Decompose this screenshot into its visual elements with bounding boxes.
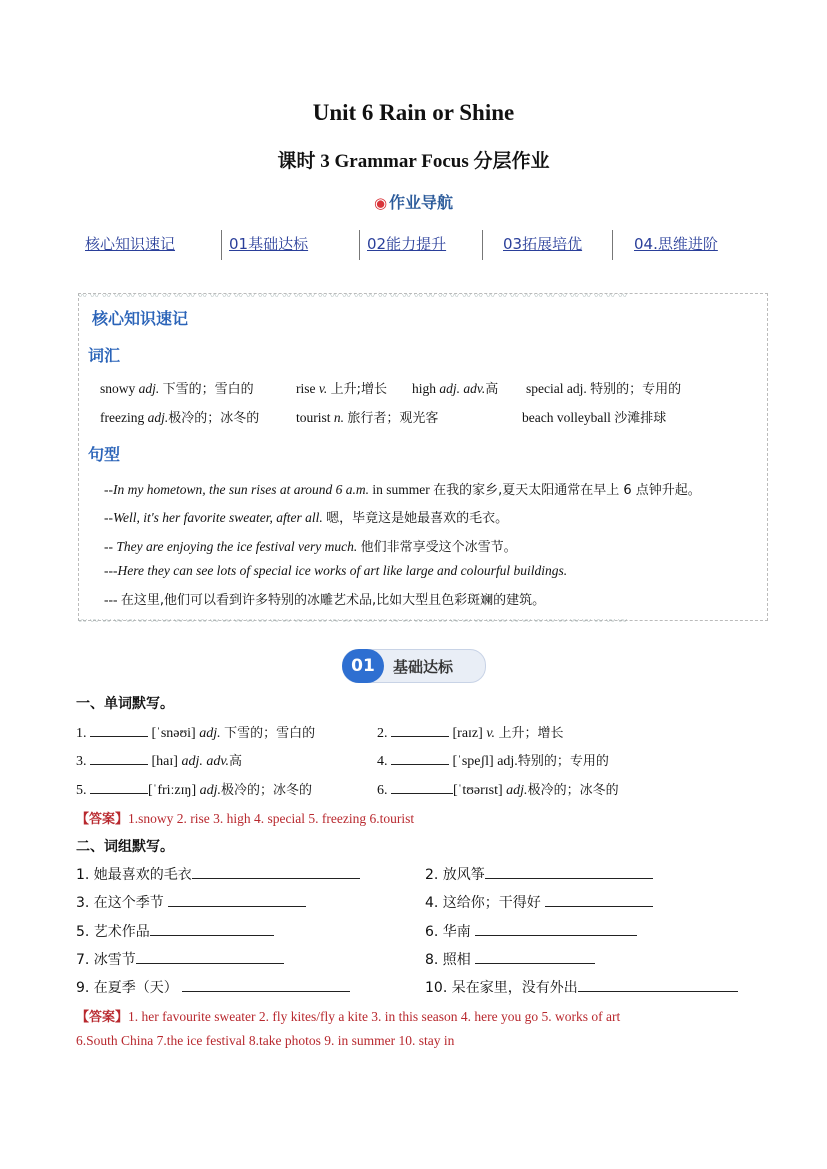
nav-title [0, 190, 827, 213]
nav-link-level2[interactable]: 02能力提升 [367, 235, 447, 253]
level-badge-text: 基础达标 [393, 658, 454, 676]
page-title: Unit 6 Rain or Shine [312, 100, 515, 125]
phrase-question: 8. 照相 [425, 949, 595, 969]
location-pin-icon: ◉ [373, 194, 388, 212]
vocab-item: special adj. 特别的；专用的 [526, 381, 682, 397]
nav-divider [221, 230, 222, 260]
word-question: 1. [ˈsnəʊi] adj. 下雪的；雪白的 [76, 722, 315, 742]
level-badge-number: 01 [342, 649, 384, 683]
word-question: 5. [ˈfriːzɪŋ] adj.极冷的；冰冬的 [76, 779, 312, 799]
word-question: 4. [ˈspeʃl] adj.特别的；专用的 [377, 750, 609, 770]
vocab-item: high adj. adv.高 [412, 381, 499, 397]
sentence-item: --In my hometown, the sun rises at around 6 a.m. in summer 在我的家乡,夏天太阳通常在早上 6 点钟升起。 [104, 482, 701, 498]
phrase-question: 10. 呆在家里，没有外出 [425, 977, 738, 997]
nav-divider [482, 230, 483, 260]
phrase-question: 7. 冰雪节 [76, 949, 284, 969]
phrase-question: 9. 在夏季（天） [76, 977, 350, 997]
nav-link-level4[interactable]: 04.思维进阶 [634, 235, 718, 253]
phrase-question: 2. 放风筝 [425, 864, 653, 884]
part2-title: 二、词组默写。 [76, 839, 174, 855]
nav-title-text: 作业导航 [389, 193, 454, 212]
word-question: 3. [haɪ] adj. adv.高 [76, 750, 242, 770]
vocab-item: freezing adj.极冷的；冰冬的 [100, 410, 260, 426]
nav-link-knowledge[interactable]: 核心知识速记 [85, 235, 176, 253]
phrase-question: 6. 华南 [425, 921, 637, 941]
wave-border-bottom: 〰〰〰〰〰〰〰〰〰〰〰〰〰〰〰〰〰〰〰〰〰〰〰〰〰〰〰〰〰〰〰〰〰〰〰〰〰〰〰〰〰〰〰〰〰〰 [78, 617, 631, 624]
nav-divider [612, 230, 613, 260]
part1-title: 一、单词默写。 [76, 696, 174, 712]
vocab-item: beach volleyball 沙滩排球 [522, 410, 667, 426]
vocab-item: tourist n. 旅行者；观光客 [296, 410, 439, 426]
sentence-item: --- 在这里,他们可以看到许多特别的冰雕艺术品,比如大型且色彩斑斓的建筑。 [104, 592, 546, 608]
vocab-item: snowy adj. 下雪的；雪白的 [100, 381, 254, 397]
part1-answer: 【答案】1.snowy 2. rise 3. high 4. special 5. freezing 6.tourist [76, 811, 415, 827]
part2-answer-continued: 6.South China 7.the ice festival 8.take photos 9. in summer 10. stay in [76, 1033, 455, 1048]
page-subtitle: 课时 3 Grammar Focus 分层作业 [277, 151, 550, 172]
vocab-item: rise v. 上升;增长 [296, 381, 388, 397]
nav-link-level3[interactable]: 03拓展培优 [503, 235, 583, 253]
phrase-question: 1. 她最喜欢的毛衣 [76, 864, 360, 884]
sentence-item: -- They are enjoying the ice festival very much. 他们非常享受这个冰雪节。 [104, 539, 517, 555]
part2-answer: 【答案】1. her favourite sweater 2. fly kites/fly a kite 3. in this season 4. here you go 5. works of art [76, 1009, 621, 1025]
sentence-item: --Well, it's her favorite sweater, after all. 嗯，毕竟这是她最喜欢的毛衣。 [104, 510, 509, 526]
sentence-item: ---Here they can see lots of special ice works of art like large and colourful buildings. [104, 563, 568, 578]
word-question: 6. [ˈtʊərɪst] adj.极冷的；冰冬的 [377, 779, 619, 799]
knowledge-heading: 核心知识速记 [92, 309, 189, 328]
phrase-question: 4. 这给你；干得好 [425, 892, 653, 912]
nav-link-level1[interactable]: 01基础达标 [229, 235, 309, 253]
vocab-heading: 词汇 [88, 346, 121, 365]
nav-divider [359, 230, 360, 260]
phrase-question: 5. 艺术作品 [76, 921, 274, 941]
wave-border-top: 〰〰〰〰〰〰〰〰〰〰〰〰〰〰〰〰〰〰〰〰〰〰〰〰〰〰〰〰〰〰〰〰〰〰〰〰〰〰〰〰〰〰〰〰〰〰 [78, 292, 631, 299]
word-question: 2. [raɪz] v. 上升；增长 [377, 722, 564, 742]
phrase-question: 3. 在这个季节 [76, 892, 306, 912]
sentence-heading: 句型 [88, 445, 121, 464]
